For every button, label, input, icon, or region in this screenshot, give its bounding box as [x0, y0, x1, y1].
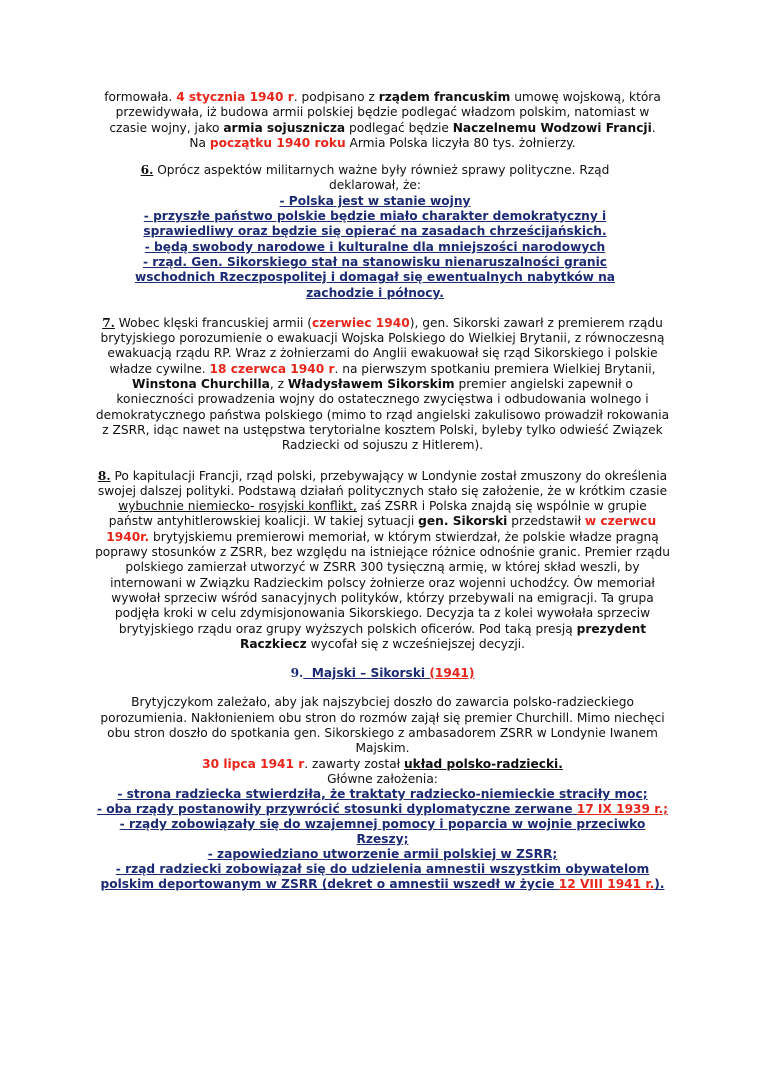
document-page [95, 90, 670, 892]
assumption-point: - strona radziecka stwierdziła, że traktaty radziecko-niemieckie straciły moc; [117, 787, 648, 802]
section-6-intro: 6. Oprócz aspektów militarnych ważne były również sprawy polityczne. Rząd deklarował, że: [140, 163, 610, 193]
section-6-point: - przyszłe państwo polskie będzie miało charakter demokratyczny i sprawiedliwy oraz będzie się opierać na zasadach chrześcijańskich. [143, 209, 607, 239]
section-9-paragraph: Brytyjczykom zależało, aby jak najszybciej doszło do zawarcia polsko-radzieckiego porozumienia. Nakłonieniem obu stron do rozmów zajął się premier Churchill. Mimo niechęci obu stron doszło do spotkania gen. Sikorskiego z ambasadorem ZSRR w Londynie Iwanem Majskim. [100, 695, 665, 756]
section-number: 8. [97, 468, 111, 483]
section-number: 6. [140, 163, 154, 178]
assumption-point: - zapowiedziano utworzenie armii polskiej w ZSRR; [207, 847, 558, 862]
assumption-point: - rząd radziecki zobowiązał się do udzielenia amnestii wszystkim obywatelom polskim deportowanym w ZSRR (dekret o amnestii wszedł w życie 12 VIII 1941 r.). [100, 862, 665, 892]
assumption-point: - oba rządy postanowiły przywrócić stosunki dyplomatyczne zerwane 17 IX 1939 r.; [96, 802, 669, 817]
section-number: 7. [102, 315, 115, 330]
section-9-heading: 9. Majski – Sikorski (1941) [290, 666, 475, 681]
treaty-line: 30 lipca 1941 r. zawarty został układ polsko-radziecki. [202, 756, 563, 771]
section-8: 8. Po kapitulacji Francji, rząd polski, przebywający w Londynie został zmuszony do określenia swojej dalszej polityki. Podstawą działań politycznych stało się założenie, że w krótkim czasie wybuchnie niemiecko- rosyjski konflikt, zaś ZSRR i Polska znajdą się wspólnie w grupie państw antyhitlerowskiej koalicji. W takiej sytuacji gen. Sikorski przedstawił w czerwcu 1940r. brytyjskiemu premierowi memoriał, w którym stwierdzał, że polskie władze pragną poprawy stosunków z ZSRR, bez względu na istniejące różnice odnośnie granic. Premier rządu polskiego zamierzał utworzyć w ZSRR 300 tysięczną armię, w której skład weszli, by internowani w Związku Radzieckim polscy żołnierze oraz wojenni uchodźcy. Ów memoriał wywołał sprzeciw wśród sanacyjnych polityków, którzy przebywali na emigracji. Ta grupa podjęła kroki w celu zdymisjonowania Sikorskiego. Decyzja ta z kolei wywołała sprzeciw brytyjskiego rządu oraz grupy wyższych polskich oficerów. Pod taką presją prezydent Raczkiecz wycofał się z wcześniejszej decyzji. [95, 468, 670, 651]
section-6 [95, 163, 670, 301]
section-number: 9. [290, 666, 304, 681]
section-6-point: - będą swobody narodowe i kulturalne dla mniejszości narodowych [144, 239, 606, 254]
army-size-line: Na początku 1940 roku Armia Polska liczyła 80 tys. żołnierzy. [189, 135, 576, 150]
assumption-point: - rządy zobowiązały się do wzajemnej pomocy i poparcia w wojnie przeciwko Rzeszy; [119, 817, 646, 847]
assumptions-heading: Główne założenia: [327, 771, 438, 786]
section-7: 7. Wobec klęski francuskiej armii (czerwiec 1940), gen. Sikorski zawarł z premierem rządu brytyjskiego porozumienie o ewakuacji Wojska Polskiego do Wielkiej Brytanii, z równoczesną ewakuacją rządu RP. Wraz z żołnierzami do Anglii ewakuował się rząd Sikorskiego i polskie władze cywilne. 18 czerwca 1940 r. na pierwszym spotkaniu premiera Wielkiej Brytanii, Winstona Churchilla, z Władysławem Sikorskim premier angielski zapewnił o konieczności prowadzenia wojny do ostatecznego zwycięstwa i odbudowania wolnego i demokratycznego państwa polskiego (mimo to rząd angielski zakulisowo prowadził rokowania z ZSRR, idąc nawet na ustępstwa terytorialne kosztem Polski, byleby tylko odwieść Związek Radziecki od sojuszu z Hitlerem). [95, 315, 670, 453]
section-6-point: - Polska jest w stanie wojny [279, 193, 471, 208]
section-6-point: - rząd. Gen. Sikorskiego stał na stanowisku nienaruszalności granic wschodnich Rzeczpospolitej i domagał się ewentualnych nabytków na zachodzie i północy. [134, 254, 616, 300]
intro-paragraph: formowała. 4 stycznia 1940 r. podpisano z rządem francuskim umowę wojskową, która przewidywała, iż budowa armii polskiej będzie podlegać władzom polskim, natomiast w czasie wojny, jako armia sojusznicza podlegać będzie Naczelnemu Wodzowi Francji. [104, 90, 661, 135]
